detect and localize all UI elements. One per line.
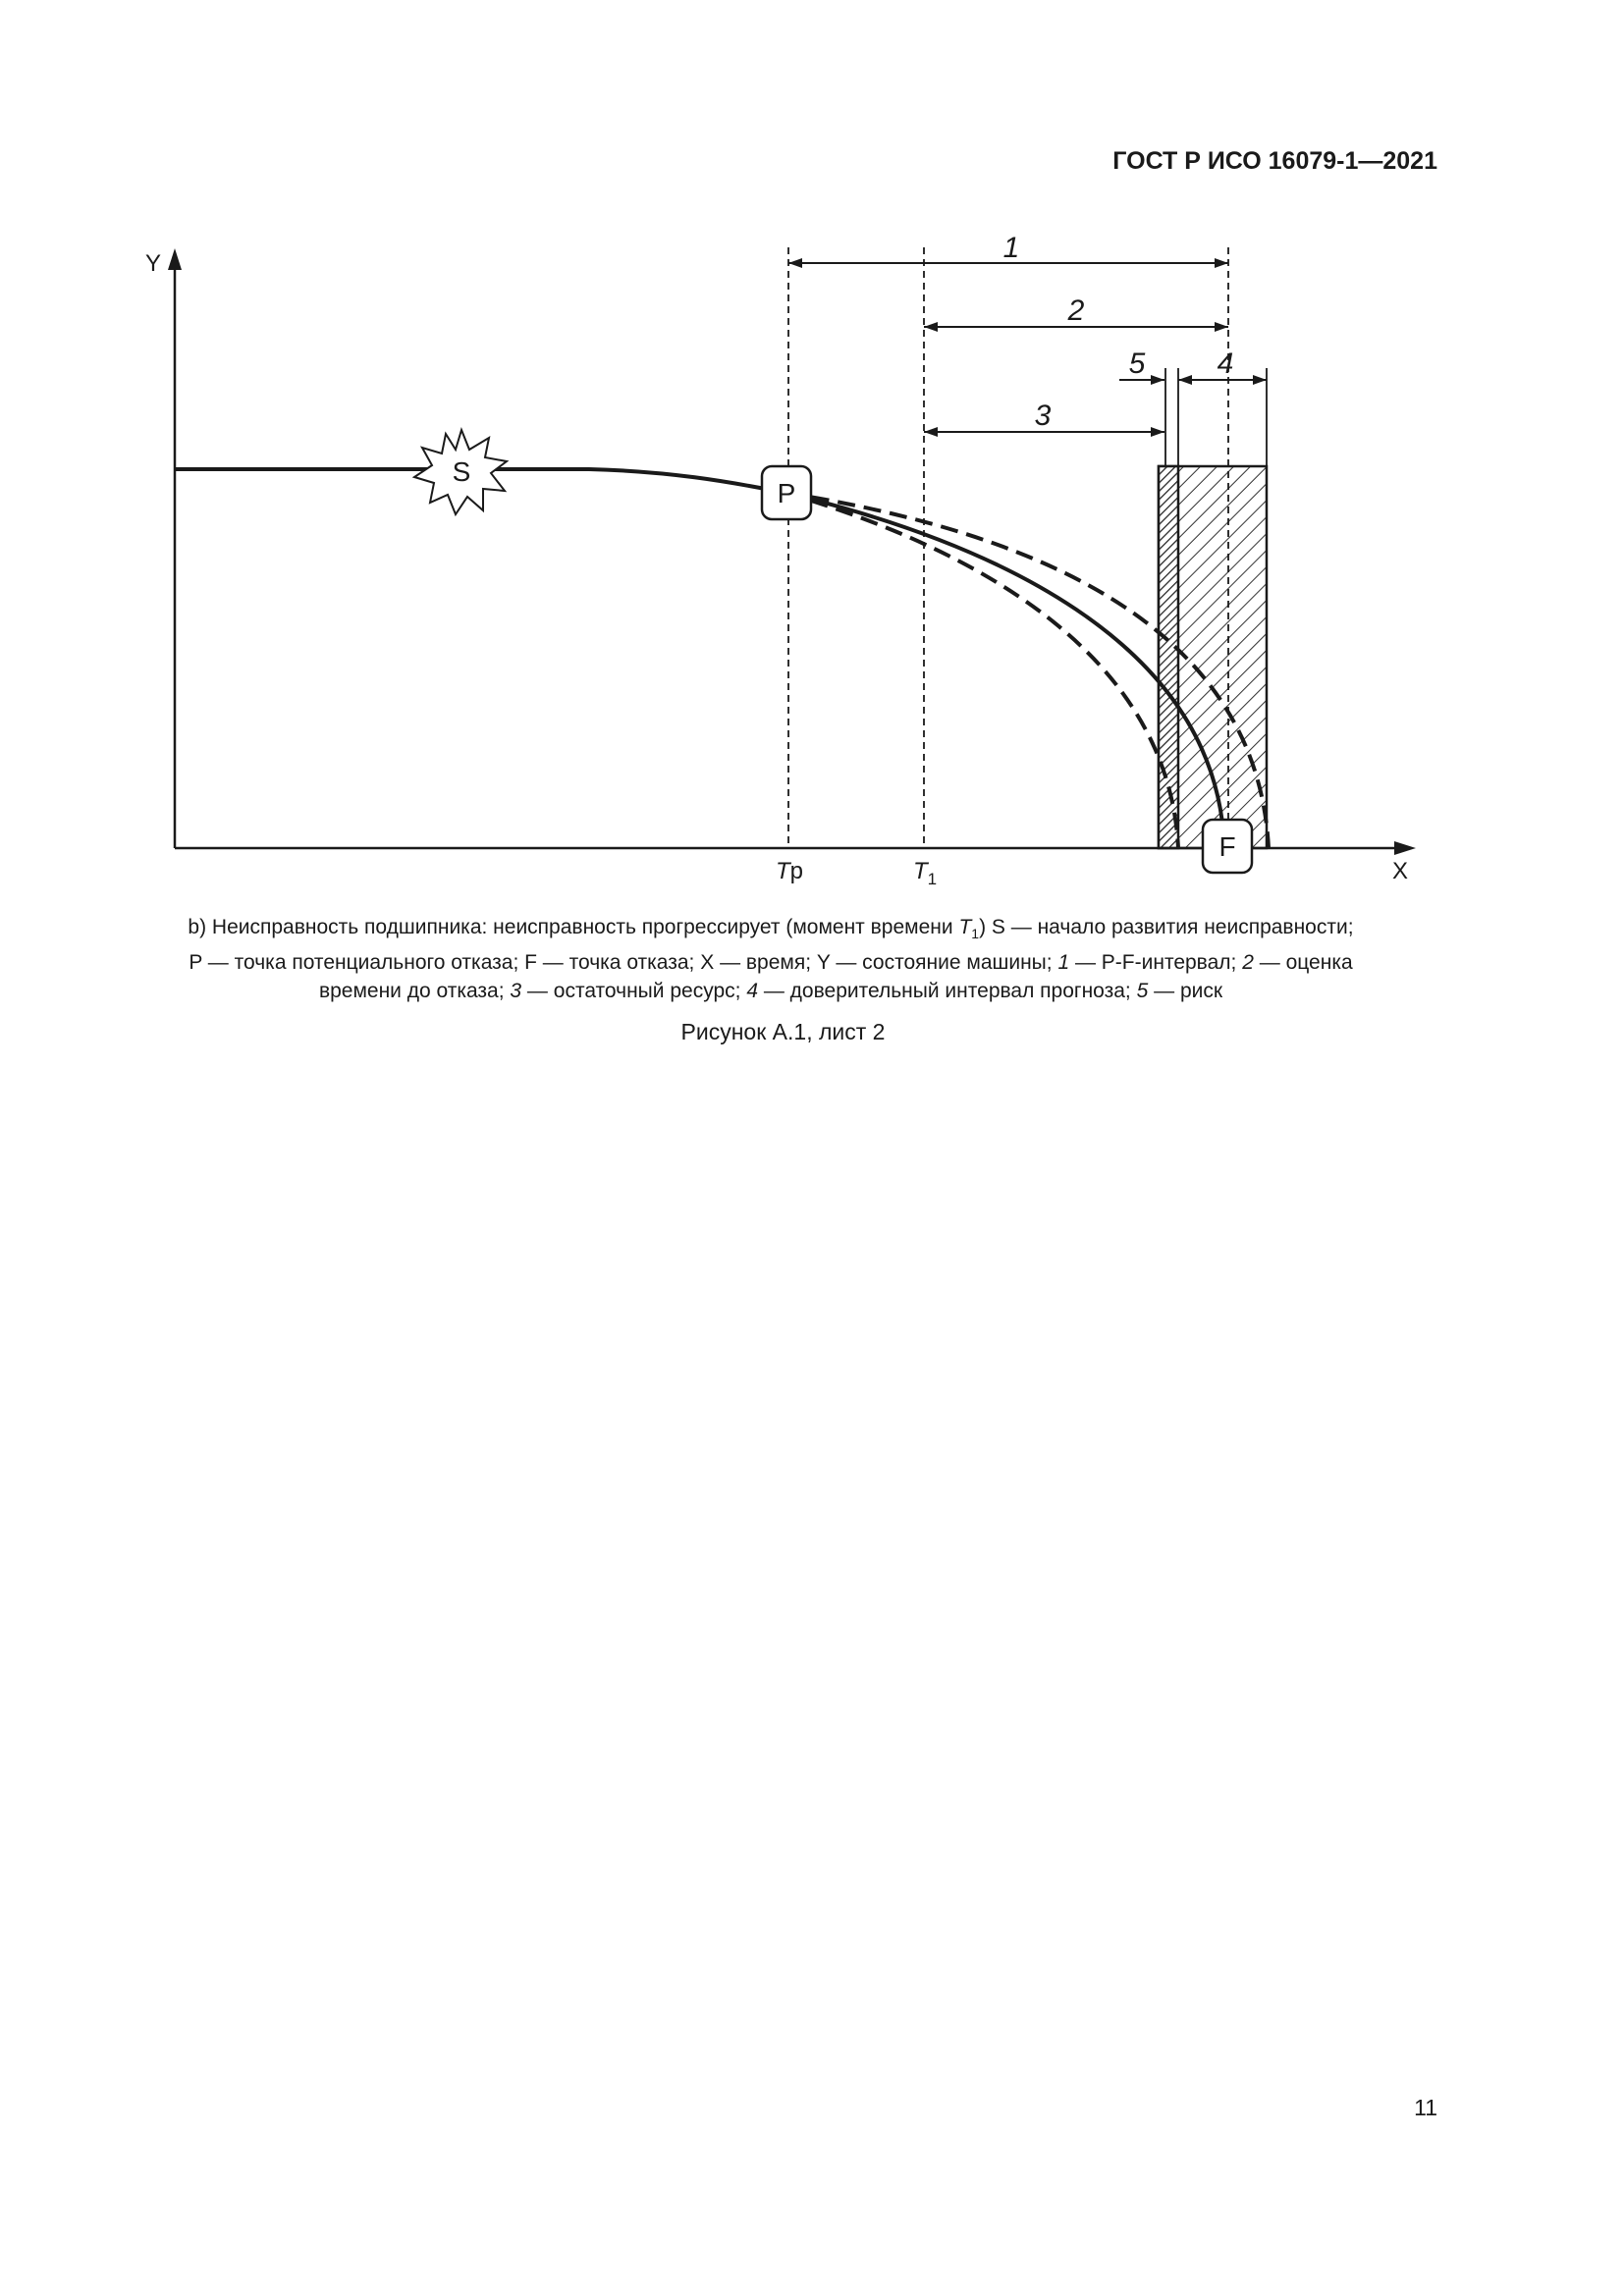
potential-failure-label: P: [777, 478, 796, 508]
time-to-failure-label: 2: [1067, 294, 1085, 327]
potential-failure-marker: [762, 466, 811, 519]
caption-line-3: времени до отказа; 3 — остаточный ресурс; 4 — доверительный интервал прогноза; 5 — риск: [318, 980, 1223, 1003]
figure-diagram: [0, 0, 1624, 982]
x-axis-arrow: [1394, 841, 1416, 855]
failure-marker: [1203, 820, 1252, 873]
y-axis-arrow: [168, 248, 182, 270]
figure-title: Рисунок А.1, лист 2: [680, 1019, 886, 1044]
page-number: 11: [1414, 2095, 1437, 2120]
document-header: ГОСТ Р ИСО 16079-1—2021: [1112, 147, 1437, 175]
condition-curve-lower-bound: [785, 493, 1178, 848]
failure-label: F: [1218, 831, 1236, 862]
tp-tick-label: Tp: [776, 858, 804, 884]
fault-start-label: S: [452, 456, 471, 487]
x-axis-label: X: [1392, 858, 1409, 884]
risk-label: 5: [1128, 347, 1146, 380]
fault-start-marker: [414, 430, 507, 514]
pf-interval-label: 1: [1002, 232, 1020, 264]
confidence-interval-label: 4: [1217, 347, 1234, 380]
caption-line-1: b) Неисправность подшипника: неисправность прогрессирует (момент времени $T_1$) S — начало развития неисправности;: [188, 916, 1354, 942]
remaining-life-label: 3: [1034, 400, 1052, 432]
caption-line-2: P — точка потенциального отказа; F — точка отказа; X — время; Y — состояние машины; 1 — P-F-интервал; 2 — оценка: [189, 951, 1353, 975]
t1-tick-label: $T_1$: [913, 858, 938, 888]
figure-caption: [118, 913, 1424, 1005]
y-axis-label: Y: [145, 250, 162, 277]
